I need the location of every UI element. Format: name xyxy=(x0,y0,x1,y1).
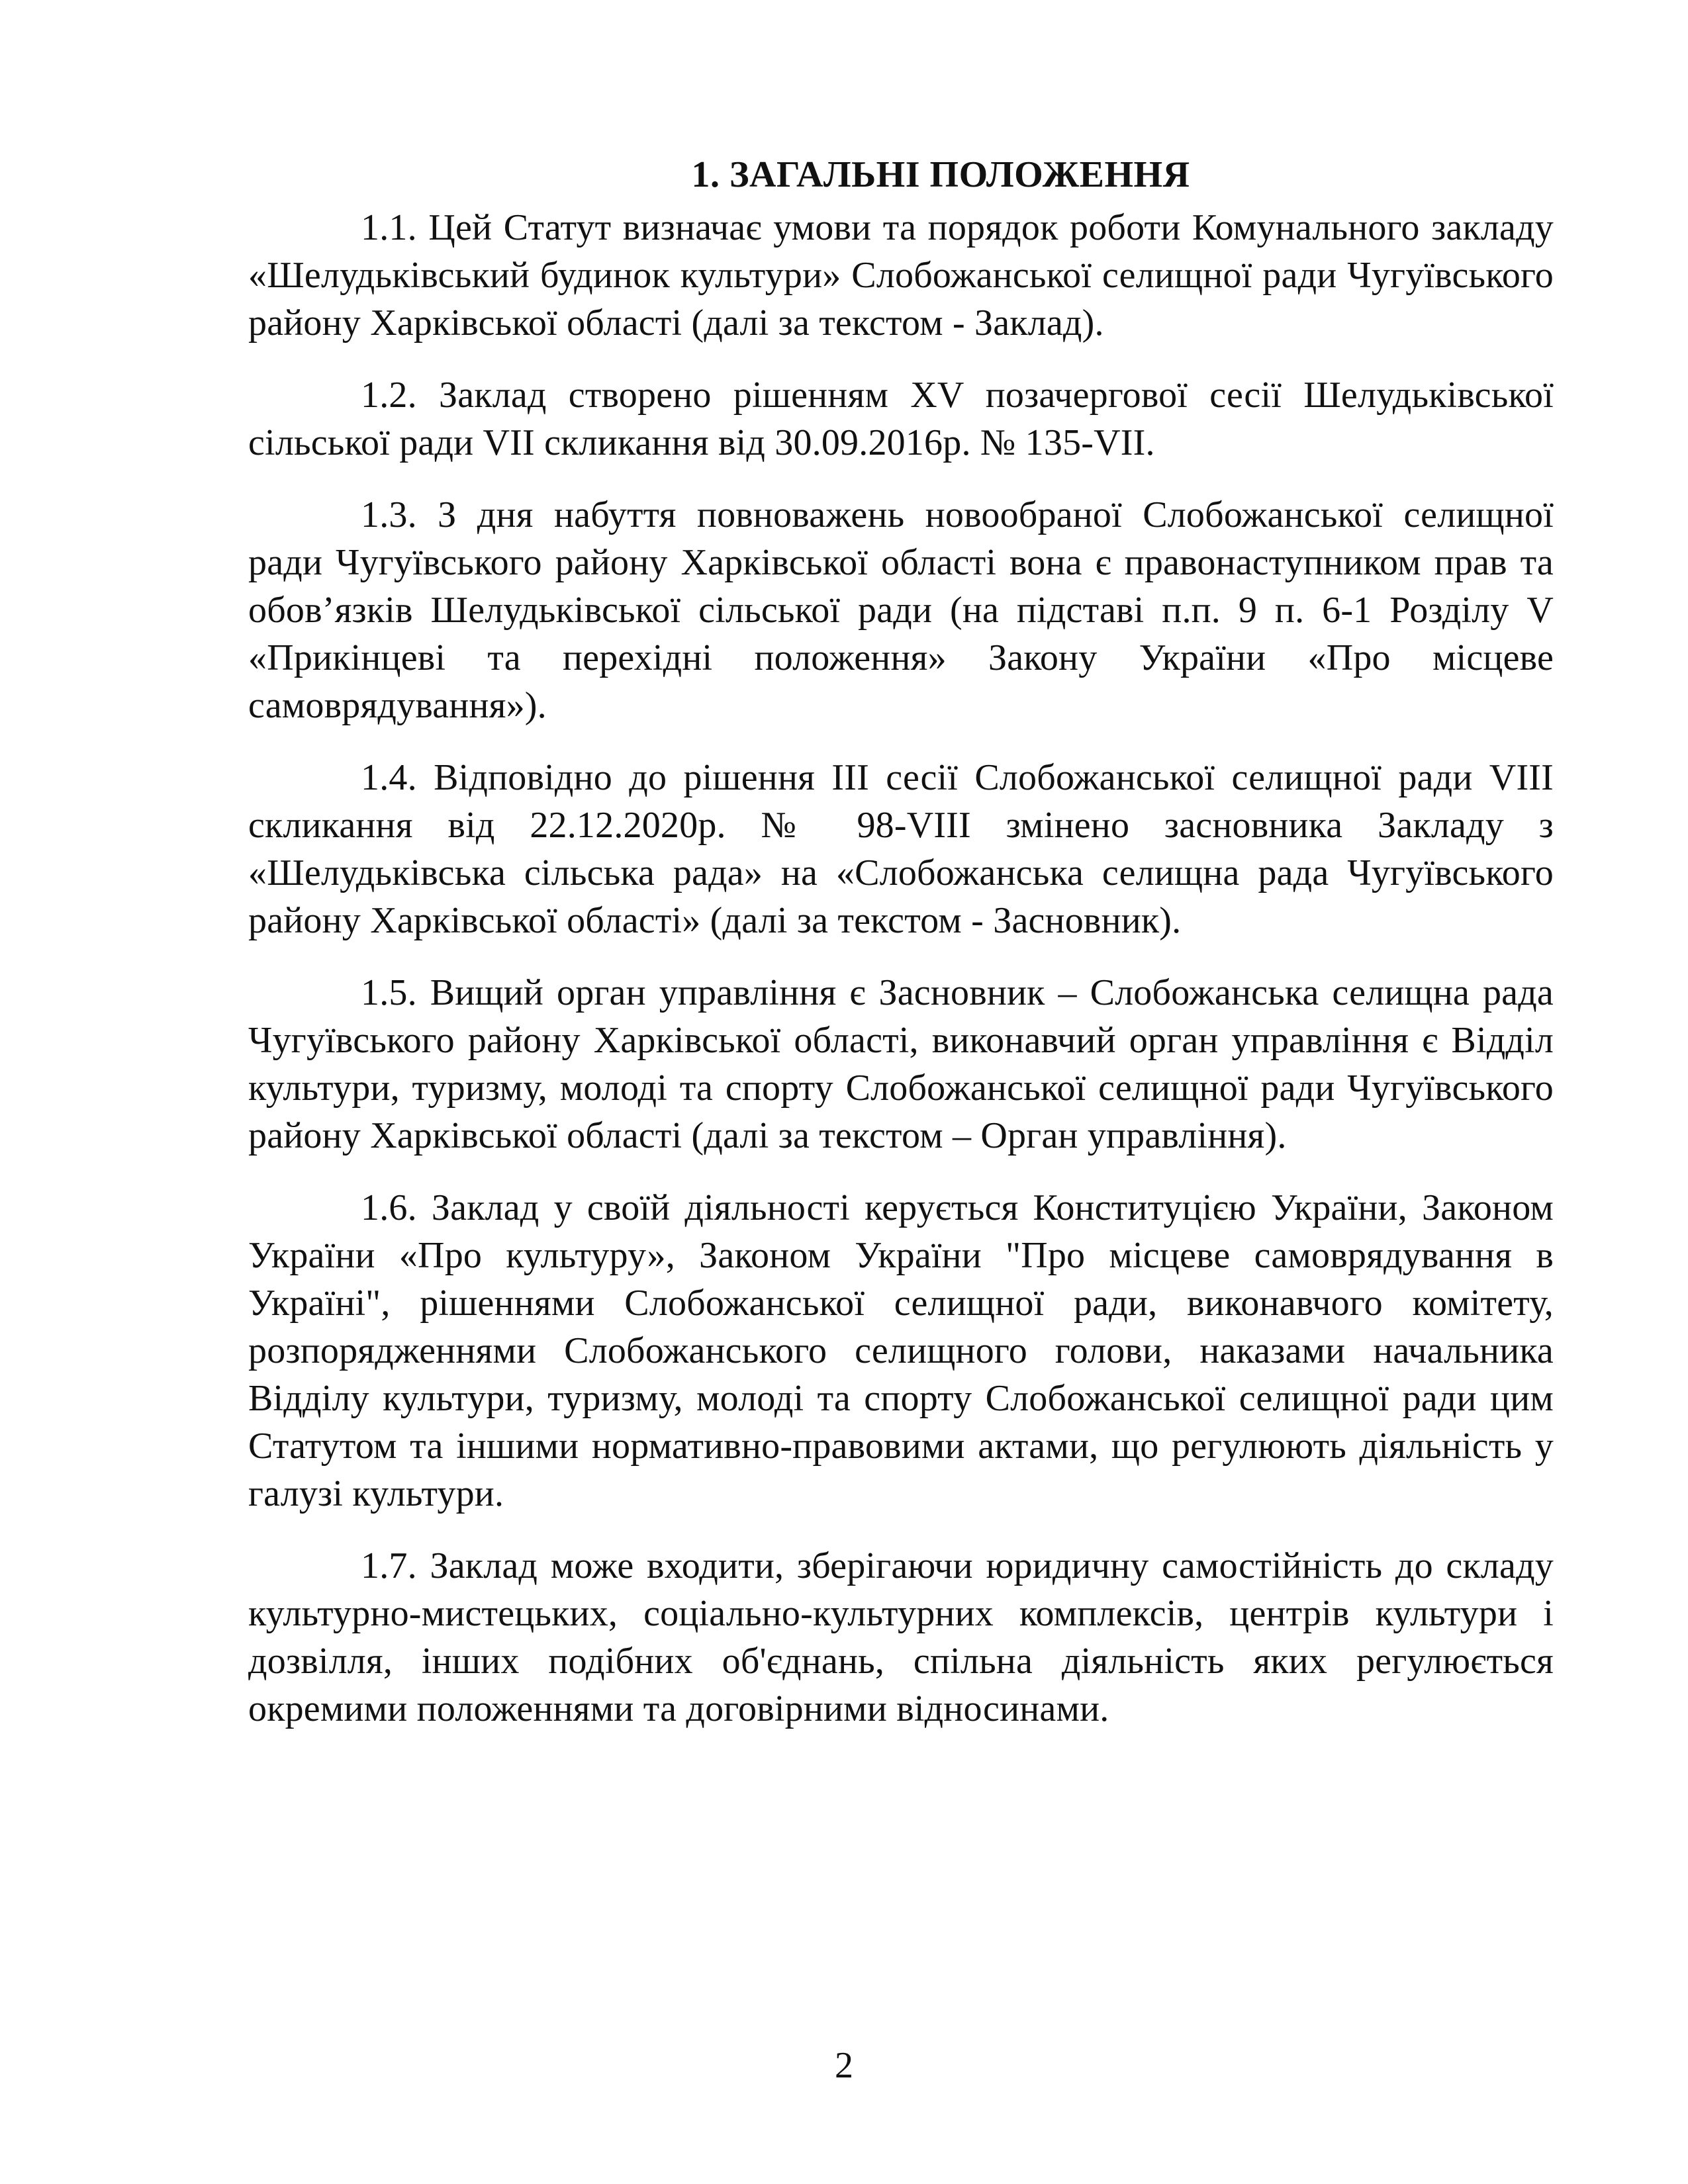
paragraph-1-1: 1.1. Цей Статут визначає умови та порядок роботи Комунального закладу «Шелудьківський будинок культури» Слобожанської селищної ради Чугуївського району Харківської області (далі за текстом - Заклад). xyxy=(248,207,1554,343)
paragraph-1-5: 1.5. Вищий орган управління є Засновник – Слобожанська селищна рада Чугуївського району Харківської області, виконавчий орган управління є Відділ культури, туризму, молоді та спорту Слобожанської селищної ради Чугуївського району Харківської області (далі за текстом – Орган управління). xyxy=(248,972,1554,1156)
paragraph-1-2: 1.2. Заклад створено рішенням XV позачергової сесії Шелудьківської сільської ради VII скликання від 30.09.2016р. № 135-VII. xyxy=(248,375,1554,463)
document-body xyxy=(248,151,1554,1757)
paragraph-1-6: 1.6. Заклад у своїй діяльності керується Конституцією України, Законом України «Про культуру», Законом України "Про місцеве самоврядування в Україні", рішеннями Слобожанської селищної ради, виконавчого комітету, розпорядженнями Слобожанського селищного голови, наказами начальника Відділу культури, туризму, молоді та спорту Слобожанської селищної ради цим Статутом та іншими нормативно-правовими актами, що регулюють діяльність у галузі культури. xyxy=(248,1187,1554,1514)
section-title: 1. ЗАГАЛЬНІ ПОЛОЖЕННЯ xyxy=(691,154,1190,195)
page-number: 2 xyxy=(835,2045,853,2086)
paragraph-1-7: 1.7. Заклад може входити, зберігаючи юридичну самостійність до складу культурно-мистецьких, соціально-культурних комплексів, центрів культури і дозвілля, інших подібних об'єднань, спільна діяльність яких регулюється окремими положеннями та договірними відносинами. xyxy=(248,1545,1554,1729)
paragraph-1-3: 1.3. З дня набуття повноважень новообраної Слобожанської селищної ради Чугуївського району Харківської області вона є правонаступником прав та обов’язків Шелудьківської сільської ради (на підставі п.п. 9 п. 6-1 Розділу V «Прикінцеві та перехідні положення» Закону України «Про місцеве самоврядування»). xyxy=(248,494,1554,726)
paragraph-1-4: 1.4. Відповідно до рішення III сесії Слобожанської селищної ради VIII скликання від 22.12.2020р. № 98-VIII змінено засновника Закладу з «Шелудьківська сільська рада» на «Слобожанська селищна рада Чугуївського району Харківської області» (далі за текстом - Засновник). xyxy=(248,757,1554,941)
